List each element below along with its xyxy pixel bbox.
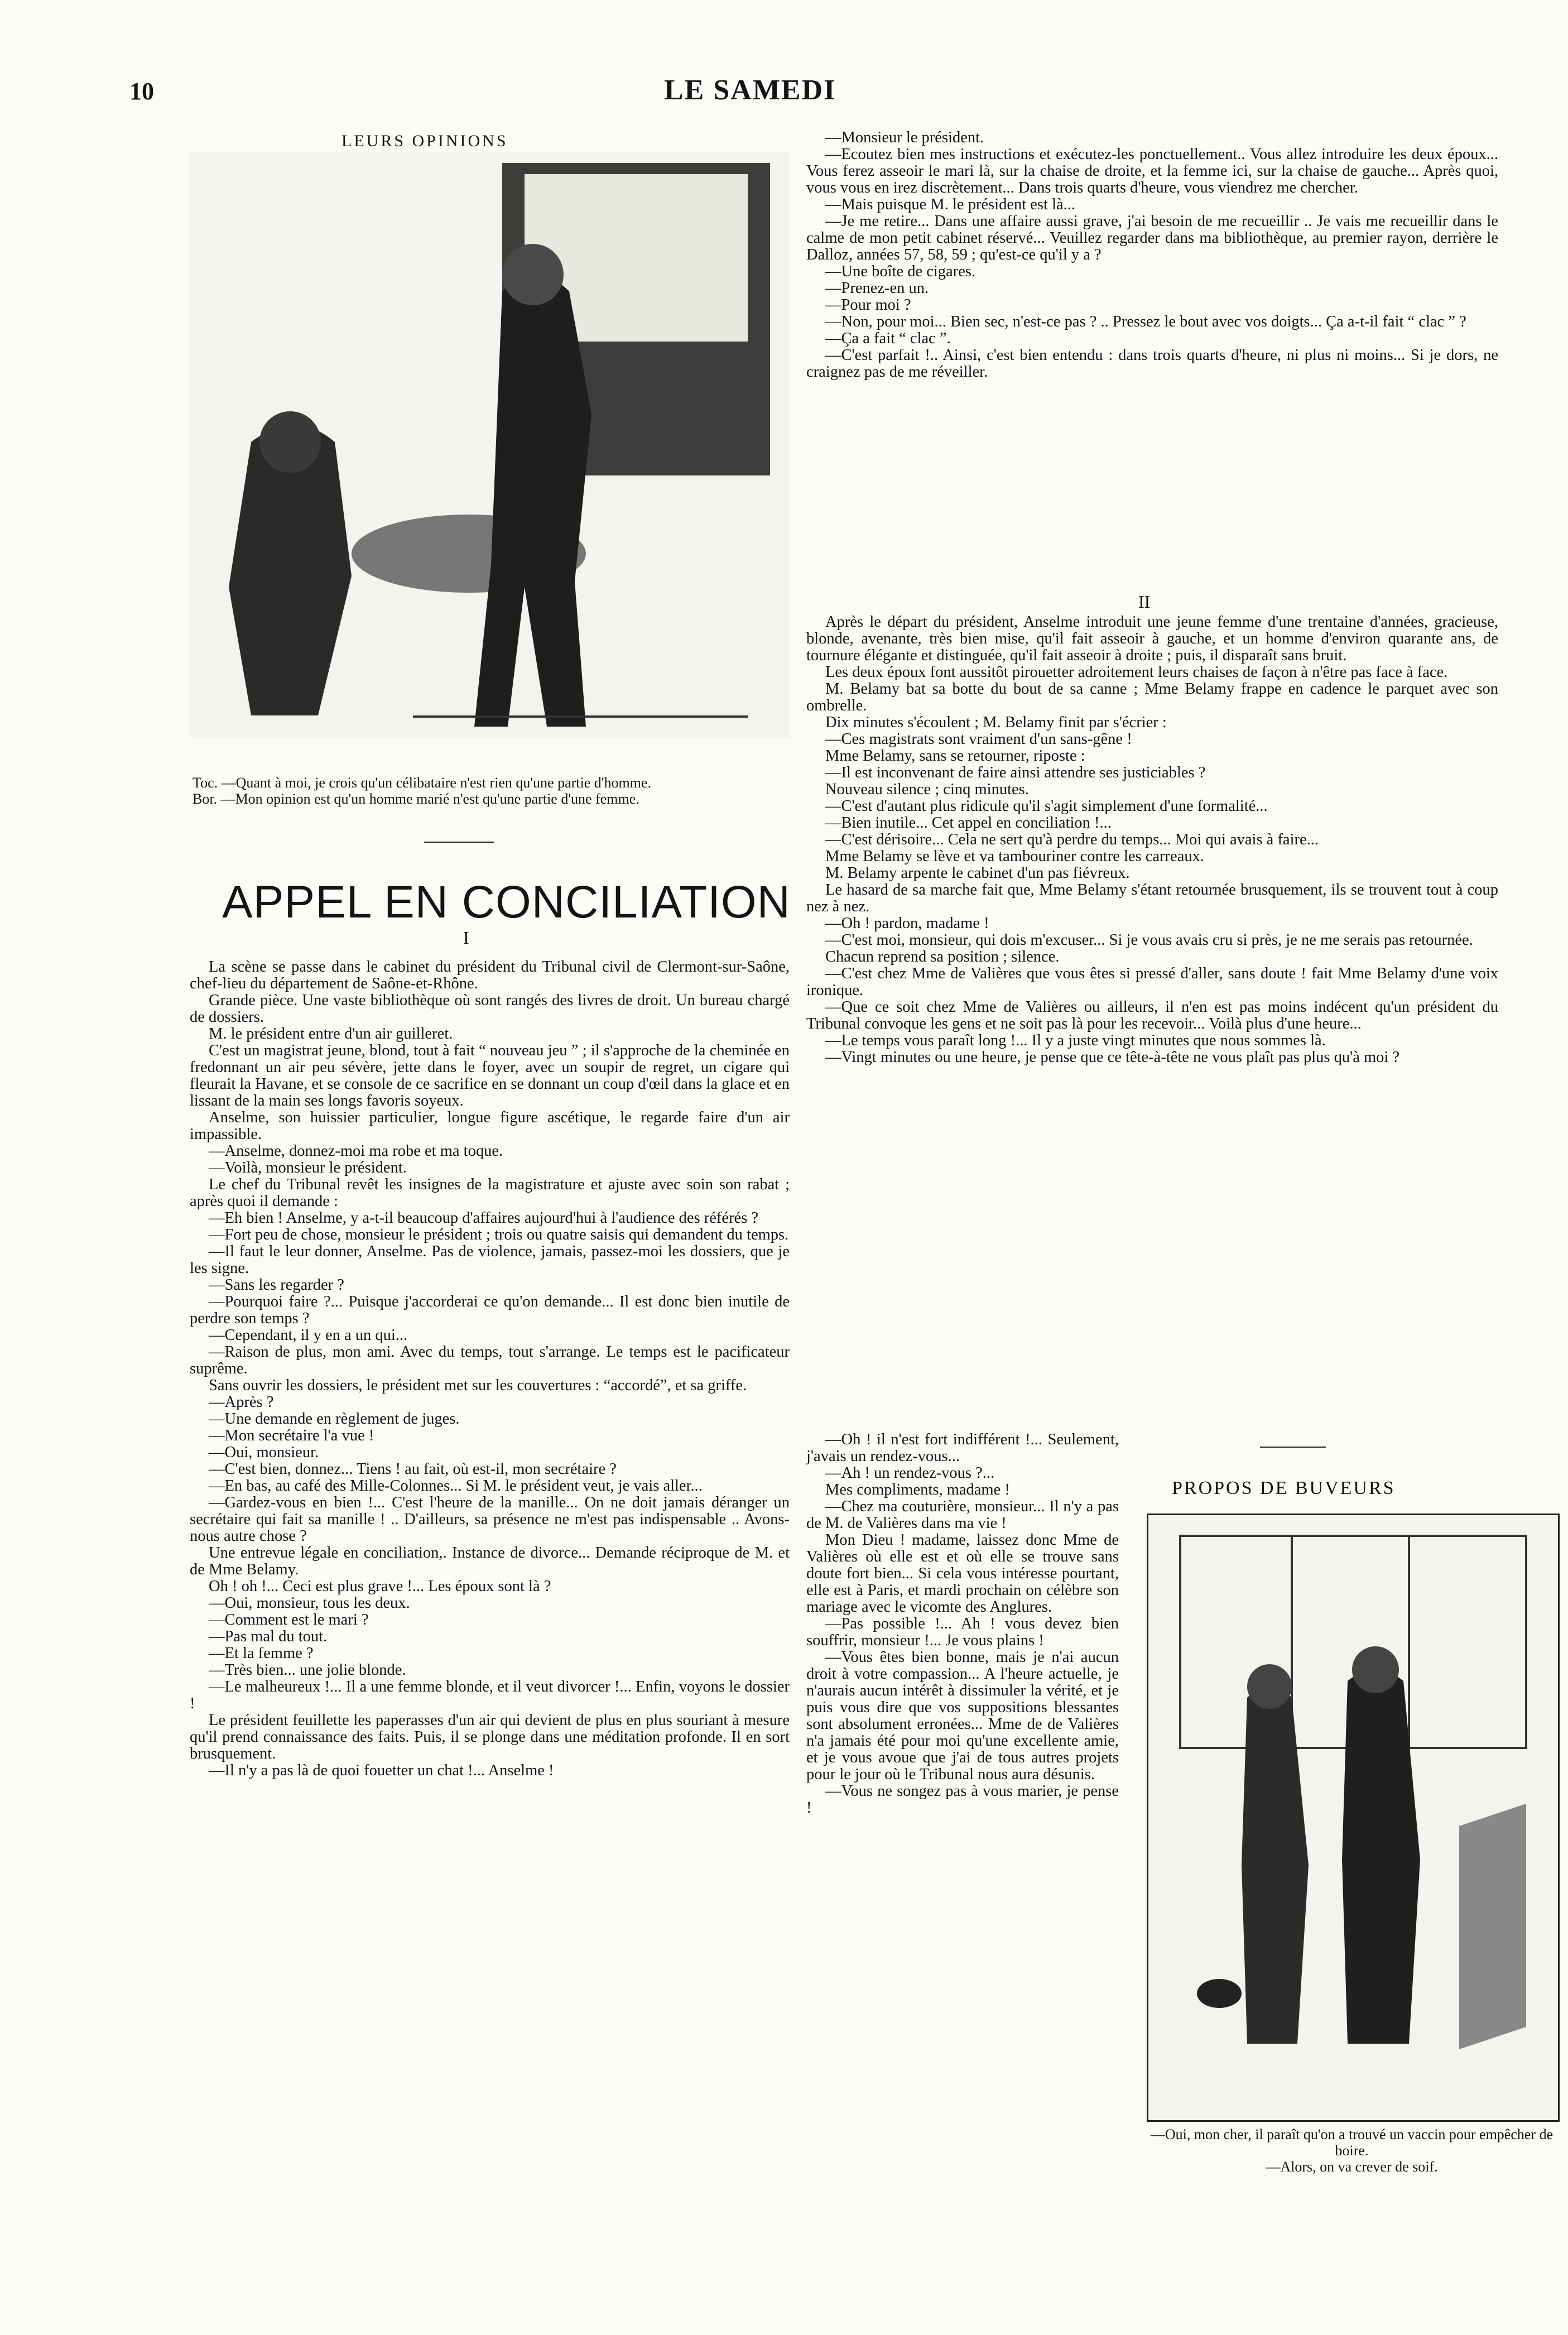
paragraph: —Raison de plus, mon ami. Avec du temps, tout s'arrange. Le temps est le pacificateur suprême. xyxy=(190,1343,790,1377)
paragraph: Mon Dieu ! madame, laissez donc Mme de Valières où elle est et où elle se trouve sans doute fort bien... Si cela vous intéresse pourtant, elle est à Paris, et mardi prochain on célèbre son mariage avec le vicomte des Anglures. xyxy=(806,1531,1119,1616)
paragraph: Sans ouvrir les dossiers, le président met sur les couvertures : “accordé”, et sa griffe. xyxy=(209,1377,747,1394)
paragraph: —Une demande en règlement de juges. xyxy=(209,1410,460,1428)
paragraph: —Oh ! il n'est fort indifférent !... Seulement, j'avais un rendez-vous... xyxy=(806,1431,1119,1465)
illustration-caption-2: Bor. —Mon opinion est qu'un homme marié n'est qu'une partie d'une femme. xyxy=(193,791,639,807)
paragraph: —Sans les regarder ? xyxy=(209,1276,344,1294)
paragraph: —Voilà, monsieur le président. xyxy=(209,1159,407,1176)
paragraph: —Ça a fait “ clac ”. xyxy=(825,330,951,347)
paragraph: M. Belamy arpente le cabinet d'un pas fiévreux. xyxy=(825,864,1130,882)
paragraph: Le chef du Tribunal revêt les insignes de la magistrature et ajuste avec soin son rabat ; après quoi il demande : xyxy=(190,1176,790,1210)
paragraph: —En bas, au café des Mille-Colonnes... Si M. le président veut, je vais aller... xyxy=(209,1477,703,1495)
paragraph: Mes compliments, madame ! xyxy=(825,1481,1010,1498)
paragraph: Mme Belamy, sans se retourner, riposte : xyxy=(825,747,1085,765)
paragraph: Le président feuillette les paperasses d'un air qui devient de plus en plus souriant à mesure qu'il prend connaissance des faits. Puis, il se plonge dans une méditation profonde. Il en sort brusquement. xyxy=(190,1712,790,1762)
page-number: 10 xyxy=(129,78,154,105)
paragraph: M. le président entre d'un air guilleret. xyxy=(209,1025,453,1042)
paragraph: —Ecoutez bien mes instructions et exécutez-les ponctuellement.. Vous allez introduire les deux époux... Vous ferez asseoir le mari là, sur la chaise de droite, et la femme ici, sur la chaise de gauche... Après quoi, vous vous en irez discrètement... Dans trois quarts d'heure, vous viendrez me chercher. xyxy=(806,146,1498,196)
paragraph: Mme Belamy se lève et va tambouriner contre les carreaux. xyxy=(825,848,1204,865)
paragraph: —Le temps vous paraît long !... Il y a juste vingt minutes que nous sommes là. xyxy=(825,1032,1326,1049)
paragraph: —Mon secrétaire l'a vue ! xyxy=(209,1427,374,1444)
illustration-leurs-opinions xyxy=(190,152,790,738)
paragraph: —Très bien... une jolie blonde. xyxy=(209,1661,406,1679)
article-title: APPEL EN CONCILIATION xyxy=(222,877,791,928)
paragraph: Chacun reprend sa position ; silence. xyxy=(825,948,1060,965)
paragraph: Anselme, son huissier particulier, longue figure ascétique, le regarde faire d'un air impassible. xyxy=(190,1109,790,1143)
paragraph: —Une boîte de cigares. xyxy=(825,263,976,280)
paragraph: —Eh bien ! Anselme, y a-t-il beaucoup d'affaires aujourd'hui à l'audience des référés ? xyxy=(209,1209,759,1227)
paragraph: —Vingt minutes ou une heure, je pense que ce tête-à-tête ne vous plaît pas plus qu'à moi ? xyxy=(825,1049,1400,1066)
paragraph: —Oui, monsieur. xyxy=(209,1444,319,1461)
illustration-caption-2b: —Alors, on va crever de soif. xyxy=(1266,2159,1438,2175)
paragraph: —Bien inutile... Cet appel en conciliation !... xyxy=(825,814,1112,832)
paragraph: —Comment est le mari ? xyxy=(209,1611,369,1628)
paragraph: —Vous ne songez pas à vous marier, je pense ! xyxy=(806,1783,1119,1817)
paragraph: —Le malheureux !... Il a une femme blonde, et il veut divorcer !... Enfin, voyons le dossier ! xyxy=(190,1678,790,1712)
paragraph: —C'est parfait !.. Ainsi, c'est bien entendu : dans trois quarts d'heure, ni plus ni moins... Si je dors, ne craignez pas de me réveiller. xyxy=(806,347,1498,381)
illustration-title: LEURS OPINIONS xyxy=(342,132,508,150)
right-column-middle xyxy=(806,614,1498,1066)
paragraph: Nouveau silence ; cinq minutes. xyxy=(825,781,1029,798)
illustration-caption-1: Toc. —Quant à moi, je crois qu'un célibataire n'est rien qu'une partie d'homme. xyxy=(193,775,651,791)
section-number-2: II xyxy=(1138,592,1151,612)
paragraph: —Ah ! un rendez-vous ?... xyxy=(825,1464,995,1482)
paragraph: —Gardez-vous en bien !... C'est l'heure de la manille... On ne doit jamais déranger un secrétaire qui fait sa manille ! .. D'ailleurs, sa présence ne m'est pas indispensable .. Avons-nous autre chose ? xyxy=(190,1494,790,1545)
paragraph: —Cependant, il y en a un qui... xyxy=(209,1327,408,1344)
paragraph: C'est un magistrat jeune, blond, tout à fait “ nouveau jeu ” ; il s'approche de la cheminée en fredonnant un air peu sévère, jette dans le foyer, avec un soupir de regret, un cigare qui fleurait la Havane, et se console de ce sacrifice en se donnant un coup d'œil dans la glace et en lissant de la main ses longs favoris soyeux. xyxy=(190,1042,790,1109)
paragraph: —Pourquoi faire ?... Puisque j'accorderai ce qu'on demande... Il est donc bien inutile de perdre son temps ? xyxy=(190,1293,790,1327)
paragraph: —Oh ! pardon, madame ! xyxy=(825,915,989,932)
paragraph: —Anselme, donnez-moi ma robe et ma toque. xyxy=(209,1142,503,1160)
illustration-title-2: PROPOS DE BUVEURS xyxy=(1172,1478,1396,1498)
paragraph: Dix minutes s'écoulent ; M. Belamy finit par s'écrier : xyxy=(825,714,1167,731)
paragraph: —C'est dérisoire... Cela ne sert qu'à perdre du temps... Moi qui avais à faire... xyxy=(825,831,1319,848)
paragraph: —Je me retire... Dans une affaire aussi grave, j'ai besoin de me recueillir .. Je vais me recueillir dans le calme de mon petit cabinet réservé... Veuillez regarder dans ma bibliothèque, au premier rayon, derrière le Dalloz, années 57, 58, 59 ; qu'est-ce qu'il y a ? xyxy=(806,213,1498,263)
paragraph: Grande pièce. Une vaste bibliothèque où sont rangés des livres de droit. Un bureau chargé de dossiers. xyxy=(190,992,790,1026)
paragraph: —Pas possible !... Ah ! vous devez bien souffrir, monsieur !... Je vous plains ! xyxy=(806,1615,1119,1649)
paragraph: —Non, pour moi... Bien sec, n'est-ce pas ? .. Pressez le bout avec vos doigts... Ça a-t-il fait “ clac ” ? xyxy=(825,313,1466,330)
paragraph: —Fort peu de chose, monsieur le président ; trois ou quatre saisis qui demandent du temps. xyxy=(209,1226,789,1243)
illustration-caption-2a: —Oui, mon cher, il paraît qu'on a trouvé un vaccin pour empêcher de boire. xyxy=(1150,2126,1553,2159)
paragraph: —Pas mal du tout. xyxy=(209,1628,328,1645)
illustration-propos-de-buveurs xyxy=(1147,1514,1560,2122)
divider xyxy=(424,842,494,843)
narrow-column xyxy=(806,1431,1119,1817)
divider xyxy=(1260,1447,1326,1448)
paragraph: M. Belamy bat sa botte du bout de sa canne ; Mme Belamy frappe en cadence le parquet avec son ombrelle. xyxy=(806,680,1498,714)
paragraph: —Monsieur le président. xyxy=(825,129,984,146)
paragraph: La scène se passe dans le cabinet du président du Tribunal civil de Clermont-sur-Saône, chef-lieu du département de Saône-et-Rhône. xyxy=(190,958,790,992)
paragraph: —Vous êtes bien bonne, mais je n'ai aucun droit à votre compassion... A l'heure actuelle, je n'aurais aucun intérêt à dissimuler la vérité, et je puis vous dire que vos suppositions blessantes sont absolument erronées... Mme de de Valières n'a jamais été pour moi qu'une excellente amie, et je vous avoue que j'ai de tous autres projets pour le jour où le Tribunal nous aura désunis. xyxy=(806,1649,1119,1783)
section-number-1: I xyxy=(463,928,469,948)
paragraph: —C'est bien, donnez... Tiens ! au fait, où est-il, mon secrétaire ? xyxy=(209,1460,617,1478)
paragraph: Une entrevue légale en conciliation,. Instance de divorce... Demande réciproque de M. et de Mme Belamy. xyxy=(190,1544,790,1578)
paragraph: —Ces magistrats sont vraiment d'un sans-gêne ! xyxy=(825,731,1132,748)
paragraph: —Il n'y a pas là de quoi fouetter un chat !... Anselme ! xyxy=(209,1762,554,1779)
paragraph: Le hasard de sa marche fait que, Mme Belamy s'étant retournée brusquement, ils se trouvent tout à coup nez à nez. xyxy=(806,881,1498,915)
paragraph: —C'est d'autant plus ridicule qu'il s'agit simplement d'une formalité... xyxy=(825,797,1268,815)
masthead: LE SAMEDI xyxy=(664,74,836,106)
paragraph: —Et la femme ? xyxy=(209,1645,314,1662)
paragraph: —C'est moi, monsieur, qui dois m'excuser... Si je vous avais cru si près, je ne me serais pas retournée. xyxy=(825,931,1473,949)
paragraph: Les deux époux font aussitôt pirouetter adroitement leurs chaises de façon à n'être pas face à face. xyxy=(825,664,1448,681)
paragraph: —Que ce soit chez Mme de Valières ou ailleurs, il n'en est pas moins indécent qu'un président du Tribunal convoque les gens et ne soit pas là pour les recevoir... Voilà plus d'une heure... xyxy=(806,998,1498,1032)
paragraph: Oh ! oh !... Ceci est plus grave !... Les époux sont là ? xyxy=(209,1578,551,1595)
paragraph: —C'est chez Mme de Valières que vous êtes si pressé d'aller, sans doute ! fait Mme Belamy d'une voix ironique. xyxy=(806,965,1498,999)
paragraph: —Prenez-en un. xyxy=(825,280,929,297)
paragraph: —Mais puisque M. le président est là... xyxy=(825,196,1076,213)
paragraph: —Il est inconvenant de faire ainsi attendre ses justiciables ? xyxy=(825,764,1206,781)
right-column-top xyxy=(806,129,1498,381)
paragraph: —Chez ma couturière, monsieur... Il n'y a pas de M. de Valières dans ma vie ! xyxy=(806,1498,1119,1532)
paragraph: Après le départ du président, Anselme introduit une jeune femme d'une trentaine d'années, gracieuse, blonde, avenante, très bien mise, qu'il fait asseoir à gauche, et un homme d'environ quarante ans, de tournure élégante et distinguée, qu'il fait asseoir à droite ; puis, il disparaît sans bruit. xyxy=(806,613,1498,664)
paragraph: —Après ? xyxy=(209,1394,274,1411)
left-column xyxy=(190,959,790,1779)
paragraph: —Oui, monsieur, tous les deux. xyxy=(209,1594,410,1612)
paragraph: —Pour moi ? xyxy=(825,296,911,314)
paragraph: —Il faut le leur donner, Anselme. Pas de violence, jamais, passez-moi les dossiers, que je les signe. xyxy=(190,1243,790,1277)
